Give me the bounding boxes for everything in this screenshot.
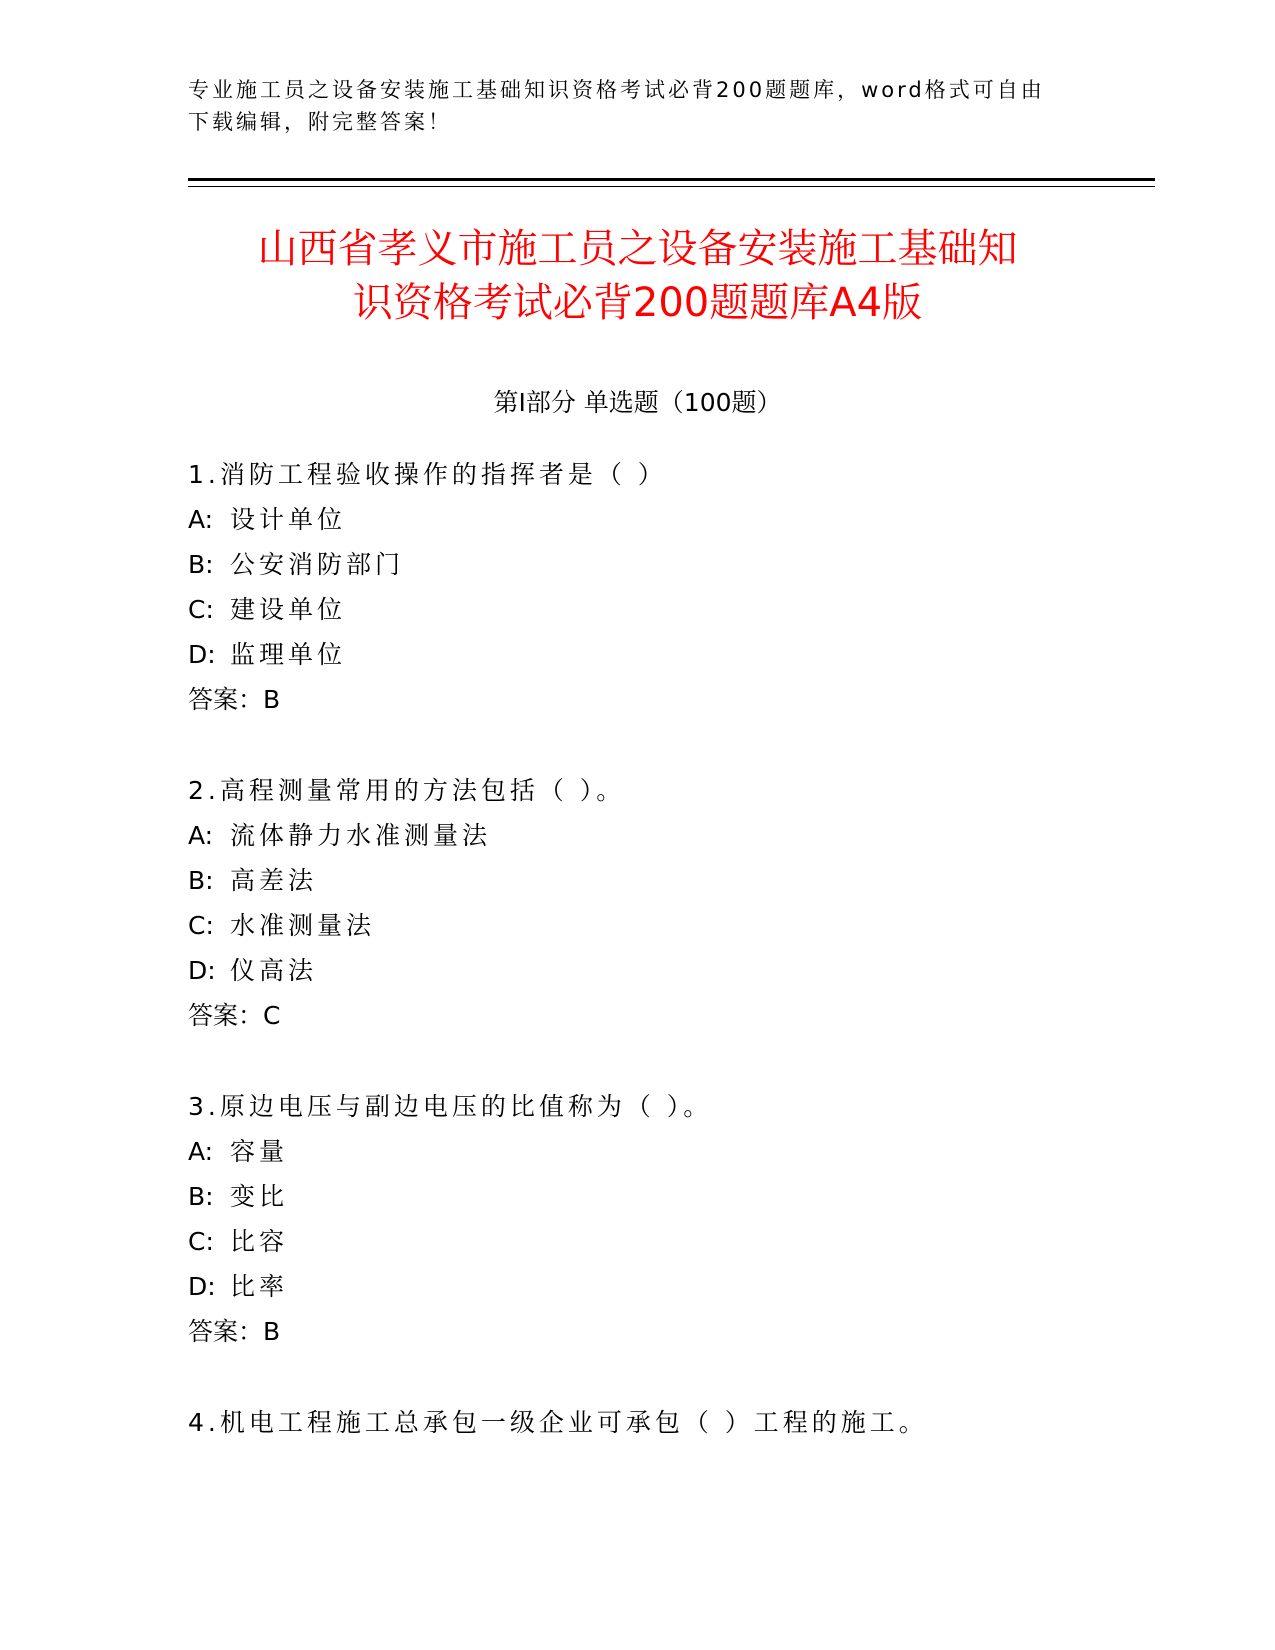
question-2 <box>188 768 1148 1038</box>
option-letter: A: <box>188 821 214 850</box>
option-a <box>188 813 1148 858</box>
question-3 <box>188 1084 1148 1354</box>
option-letter: B: <box>188 866 214 895</box>
answer-line <box>188 677 1148 722</box>
question-stem: 3.原边电压与副边电压的比值称为（ ）。 <box>188 1092 713 1121</box>
option-letter: B: <box>188 1182 214 1211</box>
option-text: 监理单位 <box>230 640 347 669</box>
option-letter: C: <box>188 911 214 940</box>
question-1 <box>188 452 1148 722</box>
option-text: 容量 <box>230 1137 289 1166</box>
option-text: 水准测量法 <box>230 911 376 940</box>
option-b <box>188 858 1148 903</box>
header-divider-thin <box>188 186 1155 187</box>
question-stem: 2.高程测量常用的方法包括（ ）。 <box>188 776 626 805</box>
answer-label: 答案： <box>188 1317 264 1346</box>
option-c <box>188 587 1148 632</box>
option-letter: C: <box>188 1227 214 1256</box>
option-text: 仪高法 <box>230 956 318 985</box>
question-4 <box>188 1400 1148 1445</box>
option-text: 流体静力水准测量法 <box>230 821 492 850</box>
option-b <box>188 542 1148 587</box>
answer-line <box>188 1309 1148 1354</box>
option-text: 高差法 <box>230 866 318 895</box>
option-c <box>188 903 1148 948</box>
answer-value: B <box>263 685 281 714</box>
document-title-line-2: 识资格考试必背200题题库A4版 <box>352 280 923 326</box>
option-letter: A: <box>188 505 214 534</box>
option-d <box>188 1264 1148 1309</box>
option-letter: B: <box>188 550 214 579</box>
document-title-line-1: 山西省孝义市施工员之设备安装施工基础知 <box>257 226 1018 272</box>
document-title <box>160 222 1115 330</box>
answer-line <box>188 993 1148 1038</box>
answer-label: 答案： <box>188 1001 264 1030</box>
option-d <box>188 632 1148 677</box>
option-letter: D: <box>188 1272 216 1301</box>
option-text: 设计单位 <box>230 505 347 534</box>
question-stem: 4.机电工程施工总承包一级企业可承包（ ）工程的施工。 <box>188 1408 928 1437</box>
option-a <box>188 1129 1148 1174</box>
header-note: 专业施工员之设备安装施工基础知识资格考试必背200题题库，word格式可自由下载编辑，附完整答案！ <box>188 78 1045 134</box>
answer-value: B <box>263 1317 281 1346</box>
option-text: 比容 <box>230 1227 289 1256</box>
option-letter: C: <box>188 595 214 624</box>
option-b <box>188 1174 1148 1219</box>
option-text: 公安消防部门 <box>230 550 405 579</box>
option-c <box>188 1219 1148 1264</box>
option-text: 比率 <box>230 1272 289 1301</box>
option-letter: D: <box>188 956 216 985</box>
answer-value: C <box>263 1001 281 1030</box>
question-stem: 1.消防工程验收操作的指挥者是（ ） <box>188 460 667 489</box>
option-letter: A: <box>188 1137 214 1166</box>
option-d <box>188 948 1148 993</box>
option-a <box>188 497 1148 542</box>
answer-label: 答案： <box>188 685 264 714</box>
option-text: 建设单位 <box>230 595 347 624</box>
section-heading: 第Ⅰ部分 单选题（100题） <box>493 388 782 417</box>
option-letter: D: <box>188 640 216 669</box>
option-text: 变比 <box>230 1182 289 1211</box>
header-divider-thick <box>188 178 1155 181</box>
